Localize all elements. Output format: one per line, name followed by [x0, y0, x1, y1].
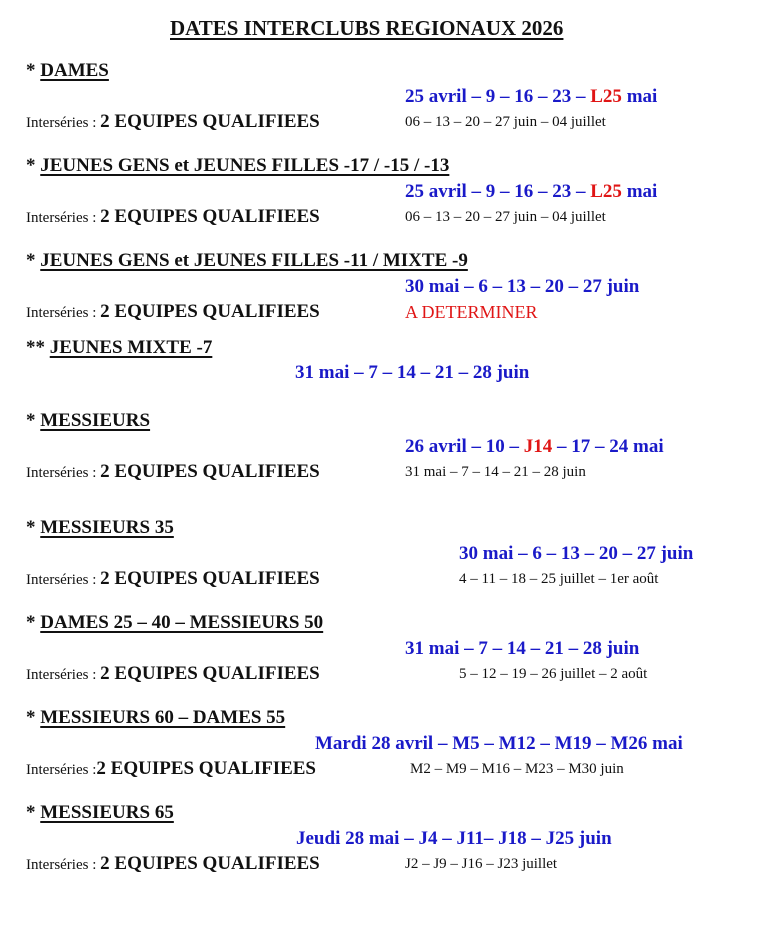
qualified-teams: 2 EQUIPES QUALIFIEES	[100, 301, 320, 322]
section-heading	[26, 250, 468, 272]
section-dates	[296, 828, 612, 850]
section-dates	[405, 276, 639, 298]
highlighted-date: L25	[590, 181, 622, 202]
heading-text: DAMES	[40, 60, 109, 81]
section-dates	[295, 362, 529, 384]
heading-text: JEUNES GENS et JEUNES FILLES -17 / -15 / -13	[40, 155, 450, 176]
heading-text: MESSIEURS 60 – DAMES 55	[40, 707, 286, 728]
section-dates	[405, 436, 664, 458]
to-be-determined: A DETERMINER	[405, 302, 538, 322]
heading-text: MESSIEURS 65	[40, 802, 174, 823]
date-text: – 17 – 24 mai	[552, 436, 664, 457]
highlighted-date: L25	[590, 86, 622, 107]
section-dates	[405, 181, 657, 203]
date-text: 26 avril – 10 –	[405, 436, 524, 457]
qualified-teams: 2 EQUIPES QUALIFIEES	[96, 758, 317, 779]
heading-prefix: *	[26, 155, 41, 176]
section-dates	[405, 86, 657, 108]
qualified-teams: 2 EQUIPES QUALIFIEES	[100, 461, 320, 482]
interseries-dates: 4 – 11 – 18 – 25 juillet – 1er août	[459, 571, 659, 587]
date-text: Jeudi 28 mai – J4 – J11– J18 – J25 juin	[296, 828, 612, 849]
date-text: mai	[621, 181, 658, 202]
heading-text: JEUNES MIXTE -7	[49, 337, 213, 358]
section-heading	[26, 707, 285, 729]
heading-prefix: *	[26, 410, 41, 431]
interseries-line	[26, 853, 320, 875]
section-dates	[405, 638, 639, 660]
interseries-line	[26, 461, 320, 483]
qualified-teams: 2 EQUIPES QUALIFIEES	[100, 111, 320, 132]
heading-text: JEUNES GENS et JEUNES FILLES -11 / MIXTE -9	[40, 250, 468, 271]
interseries-label: Interséries :	[26, 572, 101, 588]
date-text: 30 mai – 6 – 13 – 20 – 27 juin	[405, 276, 640, 297]
date-text: Mardi 28 avril – M5 – M12 – M19 – M26 mai	[315, 733, 683, 754]
interseries-dates: M2 – M9 – M16 – M23 – M30 juin	[410, 761, 624, 777]
section-heading	[26, 410, 150, 432]
date-text: 30 mai – 6 – 13 – 20 – 27 juin	[459, 543, 694, 564]
interseries-dates: J2 – J9 – J16 – J23 juillet	[405, 856, 558, 872]
interseries-line	[26, 301, 320, 323]
heading-prefix: *	[26, 250, 41, 271]
page-title: DATES INTERCLUBS REGIONAUX 2026	[170, 16, 564, 40]
section-dates	[315, 733, 683, 755]
interseries-line	[26, 568, 320, 590]
heading-prefix: **	[26, 337, 50, 358]
heading-prefix: *	[26, 612, 41, 633]
section-dates	[459, 543, 693, 565]
heading-prefix: *	[26, 802, 41, 823]
section-heading	[26, 155, 449, 177]
heading-text: MESSIEURS	[40, 410, 151, 431]
interseries-dates: 5 – 12 – 19 – 26 juillet – 2 août	[459, 666, 648, 682]
qualified-teams: 2 EQUIPES QUALIFIEES	[100, 853, 320, 874]
interseries-line	[26, 663, 320, 685]
date-text: 31 mai – 7 – 14 – 21 – 28 juin	[405, 638, 640, 659]
interseries-line	[26, 758, 316, 780]
qualified-teams: 2 EQUIPES QUALIFIEES	[100, 568, 320, 589]
qualified-teams: 2 EQUIPES QUALIFIEES	[100, 206, 320, 227]
heading-prefix: *	[26, 707, 41, 728]
date-text: 25 avril – 9 – 16 – 23 –	[405, 181, 591, 202]
section-heading	[26, 60, 109, 82]
date-text: mai	[621, 86, 658, 107]
highlighted-date: J14	[523, 436, 553, 457]
qualified-teams: 2 EQUIPES QUALIFIEES	[100, 663, 320, 684]
heading-prefix: *	[26, 517, 41, 538]
interseries-label: Interséries :	[26, 667, 101, 683]
interseries-label: Interséries :	[26, 305, 101, 321]
interseries-label: Interséries :	[26, 465, 101, 481]
interseries-label: Interséries :	[26, 210, 101, 226]
interseries-dates: 06 – 13 – 20 – 27 juin – 04 juillet	[405, 114, 606, 130]
interseries-dates: 06 – 13 – 20 – 27 juin – 04 juillet	[405, 209, 606, 225]
interseries-dates: 31 mai – 7 – 14 – 21 – 28 juin	[405, 464, 586, 480]
section-heading	[26, 802, 174, 824]
heading-text: MESSIEURS 35	[40, 517, 174, 538]
heading-text: DAMES 25 – 40 – MESSIEURS 50	[40, 612, 324, 633]
interseries-line	[26, 206, 320, 228]
date-text: 31 mai – 7 – 14 – 21 – 28 juin	[295, 362, 530, 383]
section-heading	[26, 337, 212, 359]
interseries-label: Interséries :	[26, 762, 97, 778]
date-text: 25 avril – 9 – 16 – 23 –	[405, 86, 591, 107]
interseries-line	[26, 111, 320, 133]
section-heading	[26, 612, 323, 634]
interseries-label: Interséries :	[26, 857, 101, 873]
interseries-label: Interséries :	[26, 115, 101, 131]
section-heading	[26, 517, 174, 539]
heading-prefix: *	[26, 60, 41, 81]
